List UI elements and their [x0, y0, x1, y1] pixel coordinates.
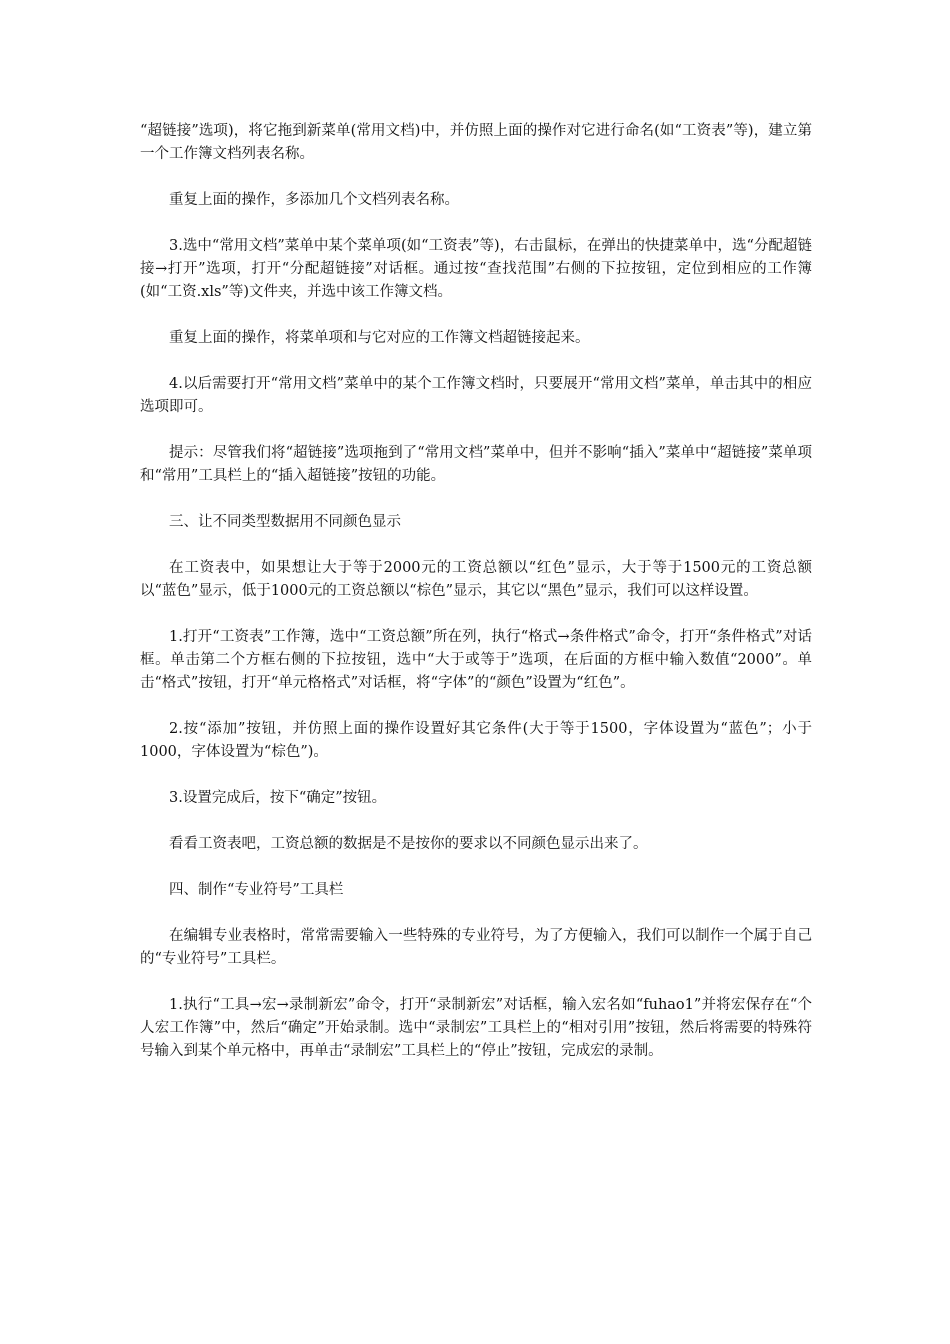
paragraph-continued-hyperlink: “超链接”选项)，将它拖到新菜单(常用文档)中，并仿照上面的操作对它进行命名(如“工资表”等)，建立第一个工作簿文档列表名称。 [140, 123, 812, 162]
section-heading-4: 四、制作“专业符号”工具栏 [169, 882, 344, 898]
paragraph-check-result: 看看工资表吧，工资总额的数据是不是按你的要求以不同颜色显示出来了。 [169, 836, 648, 852]
paragraph-step-3-assign-hyperlink: 3.选中“常用文档”菜单中某个菜单项(如“工资表”等)，右击鼠标，在弹出的快捷菜单中，选“分配超链接→打开”选项，打开“分配超链接”对话框。通过按“查找范围”右侧的下拉按钮，定位到相应的工作簿(如“工资.xls”等)文件夹，并选中该工作簿文档。 [140, 238, 812, 300]
paragraph-step-1-conditional-format: 1.打开“工资表”工作簿，选中“工资总额”所在列，执行“格式→条件格式”命令，打开“条件格式”对话框。单击第二个方框右侧的下拉按钮，选中“大于或等于”选项，在后面的方框中输入数值“2000”。单击“格式”按钮，打开“单元格格式”对话框，将“字体”的“颜色”设置为“红色”。 [140, 629, 812, 691]
paragraph-repeat-link-items: 重复上面的操作，将菜单项和与它对应的工作簿文档超链接起来。 [169, 330, 590, 346]
section-heading-3: 三、让不同类型数据用不同颜色显示 [169, 514, 401, 530]
paragraph-repeat-add-names: 重复上面的操作，多添加几个文档列表名称。 [169, 192, 459, 208]
paragraph-step-1-record-macro: 1.执行“工具→宏→录制新宏”命令，打开“录制新宏”对话框，输入宏名如“fuhao1”并将宏保存在“个人宏工作簿”中，然后“确定”开始录制。选中“录制宏”工具栏上的“相对引用”按钮，然后将需要的特殊符号输入到某个单元格中，再单击“录制宏”工具栏上的“停止”按钮，完成宏的录制。 [140, 997, 812, 1059]
paragraph-color-intro: 在工资表中，如果想让大于等于2000元的工资总额以“红色”显示，大于等于1500元的工资总额以“蓝色”显示，低于1000元的工资总额以“棕色”显示，其它以“黑色”显示，我们可以这样设置。 [140, 560, 812, 599]
paragraph-tip: 提示：尽管我们将“超链接”选项拖到了“常用文档”菜单中，但并不影响“插入”菜单中“超链接”菜单项和“常用”工具栏上的“插入超链接”按钮的功能。 [140, 445, 812, 484]
paragraph-toolbar-intro: 在编辑专业表格时，常常需要输入一些特殊的专业符号，为了方便输入，我们可以制作一个属于自己的“专业符号”工具栏。 [140, 928, 812, 967]
paragraph-step-4-open-docs: 4.以后需要打开“常用文档”菜单中的某个工作簿文档时，只要展开“常用文档”菜单，单击其中的相应选项即可。 [140, 376, 812, 415]
paragraph-step-2-add-conditions: 2.按“添加”按钮，并仿照上面的操作设置好其它条件(大于等于1500，字体设置为“蓝色”；小于1000，字体设置为“棕色”)。 [140, 721, 812, 760]
document-body [140, 120, 812, 1086]
paragraph-step-3-confirm: 3.设置完成后，按下“确定”按钮。 [169, 790, 387, 806]
